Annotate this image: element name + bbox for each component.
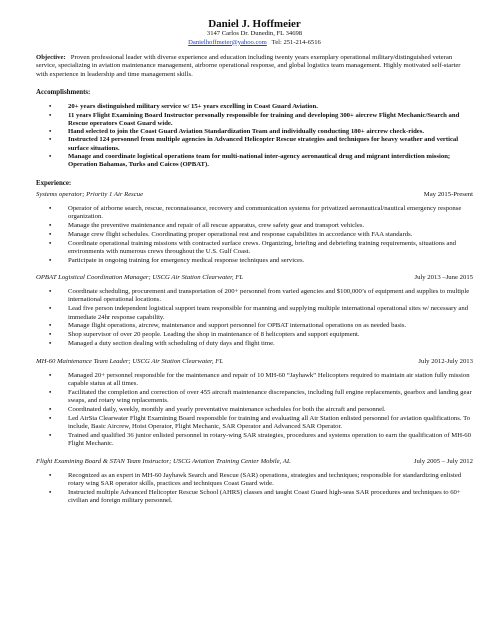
duty-text: Manage flight operations, aircrew, maintenance and support personnel for OPBAT international operations on as needed basis. [68, 322, 407, 330]
list-item [36, 231, 473, 239]
accomplishments-list [36, 103, 473, 169]
bullet-icon: • [49, 239, 52, 247]
bullet-icon: • [49, 340, 52, 348]
duty-text: Coordinate operational training missions with contracted surface crews. Organizing, briefing and debriefing training requirements, situations and environments with numerous crews throughout the U.S. Gulf Coast. [68, 239, 457, 255]
duty-text: Coordinated daily, weekly, monthly and yearly preventative maintenance schedules for both the aircraft and personnel. [68, 405, 386, 413]
list-item [36, 288, 473, 305]
duty-text: Participate in ongoing training for emergency medical response techniques and services. [68, 256, 305, 264]
duty-text: Lead five person independent logistical support team responsible for manning and supplying multiple international operational sites w/ necessary and immediate 24hr response capability. [68, 305, 469, 321]
job-title: MH-60 Maintenance Team Leader; USCG Air Station Clearwater, FL [36, 357, 224, 365]
duty-text: Operator of airborne search, rescue, reconnaissance, recovery and communication systems for privatized aeronautical/nautical emergency response organization. [68, 204, 462, 220]
job-title: Flight Examining Board & STAN Team Instructor; USCG Aviation Training Center Mobile, AL [36, 457, 291, 465]
job-dates: May 2015-Present [423, 190, 473, 198]
bullet-icon: • [49, 488, 52, 496]
bullet-icon: • [49, 136, 52, 144]
duty-text: Managed a duty section dealing with scheduling of duty days and flight time. [68, 340, 275, 348]
bullet-icon: • [49, 111, 52, 119]
accomplishment-text: 20+ years distinguished military service w/ 15+ years excelling in Coast Guard Aviation. [68, 103, 318, 111]
list-item [36, 415, 473, 432]
list-item [36, 331, 473, 339]
bullet-icon: • [49, 204, 52, 212]
bullet-icon: • [49, 221, 52, 229]
phone: Tel: 251-214-6516 [271, 38, 321, 46]
list-item [36, 103, 473, 111]
duty-text: Coordinate scheduling, procurement and transportation of 200+ personnel from varied agencies and $100,000’s of equipment and supplies to multiple international operational locations. [68, 288, 470, 304]
duty-text: Recognized as an expert in MH-60 Jayhawk Search and Rescue (SAR) operations, strategies and techniques; responsible for standardizing enlisted rotary wing SAR operator skills, practices and techniques Coast Guard wide. [68, 471, 462, 487]
duty-text: Shop supervisor of over 20 people. Leading the shop in maintenance of 8 helicopters and support equipment. [68, 331, 360, 339]
bullet-icon: • [49, 103, 52, 111]
duty-list [36, 205, 473, 265]
bullet-icon: • [49, 371, 52, 379]
bullet-icon: • [49, 331, 52, 339]
accomplishment-text: Hand selected to join the Coast Guard Aviation Standardization Team and individually conducting 180+ aircrew check-rides. [68, 128, 425, 136]
bullet-icon: • [49, 256, 52, 264]
list-item [36, 305, 473, 322]
accomplishments-title: Accomplishments: [36, 89, 91, 97]
duty-text: Managed 20+ personnel responsible for the maintenance and repair of 10 MH-60 “Jayhawk” Helicopters required to maintain air station fully mission capable status at all times. [68, 371, 470, 387]
list-item [36, 489, 473, 506]
bullet-icon: • [49, 471, 52, 479]
job-dates: July 2013 –June 2015 [414, 274, 473, 282]
duty-text: Led AirSta Clearwater Flight Examining Board responsible for training and evaluating all Air Station enlisted personnel for aviation qualifications. To include, Basic Aircrew, Hoist Operator, Flight Mechanic, SAR Operator and Advanced SAR Operator. [68, 414, 471, 431]
duty-list [36, 472, 473, 506]
bullet-icon: • [49, 322, 52, 330]
job-header [36, 357, 473, 366]
list-item [36, 153, 473, 170]
resume-header [36, 0, 473, 47]
bullet-icon: • [49, 230, 52, 238]
list-item [36, 222, 473, 230]
objective-label: Objective: [36, 54, 66, 61]
bullet-icon: • [49, 405, 52, 413]
accomplishment-text: Manage and coordinate logistical operations team for multi-national inter-agency aeronautical drug and migrant interdiction mission; Operation Bahamas, Turks and Caicos (OPBAT). [68, 153, 451, 169]
bullet-icon: • [49, 388, 52, 396]
duty-text: Manage the preventive maintenance and repair of all rescue apparatus, crew safety gear and transport vehicles. [68, 221, 365, 229]
list-item [36, 205, 473, 222]
bullet-icon: • [49, 431, 52, 439]
job-header [36, 273, 473, 282]
list-item [36, 112, 473, 129]
bullet-icon: • [49, 305, 52, 313]
list-item [36, 372, 473, 389]
list-item [36, 136, 473, 153]
duty-text: Trained and qualified 36 junior enlisted personnel in rotary-wing SAR strategies, procedures and systems operation to earn the qualification of MH-60 Flight Mechanic. [68, 431, 471, 448]
list-item [36, 406, 473, 414]
job-header [36, 190, 473, 199]
job-title: Systems operator; Priority 1 Air Rescue [36, 190, 144, 198]
accomplishment-text: Instructed 124 personnel from multiple agencies in Advanced Helicopter Rescue strategies and techniques for heavy weather and vertical surface situations. [68, 136, 459, 152]
applicant-name: Daniel J. Hoffmeier [208, 18, 301, 30]
duty-text: Instructed multiple Advanced Helicopter Rescue School (AHRS) classes and taught Coast Guard high-seas SAR procedures and techniques to 60+ civilian and foreign military personnel. [68, 488, 461, 505]
list-item [36, 257, 473, 265]
list-item [36, 240, 473, 257]
job-dates: July 2005 – July 2012 [413, 457, 473, 465]
list-item [36, 322, 473, 330]
job-title: OPBAT Logistical Coordination Manager; USCG Air Station Clearwater, FL [36, 274, 244, 282]
bullet-icon: • [49, 153, 52, 160]
objective-text: Proven professional leader with diverse experience and education including twenty years exemplary operational military/distinguished veteran service, specializing in aviation maintenance management, airborne operational response, and global logistics team management. Highly motivated self-starter with experience in leadership and time management skills. [36, 54, 461, 78]
bullet-icon: • [49, 414, 52, 422]
experience-title: Experience: [36, 179, 72, 187]
duty-list [36, 288, 473, 348]
job-dates: July 2012-July 2013 [418, 357, 473, 365]
list-item [36, 472, 473, 489]
list-item [36, 432, 473, 449]
job-header [36, 457, 473, 466]
email-link[interactable]: Danielhoffmeier@yahoo.com [188, 38, 267, 46]
list-item [36, 128, 473, 136]
bullet-icon: • [49, 128, 52, 136]
duty-list [36, 372, 473, 449]
bullet-icon: • [49, 288, 52, 296]
contact-line [36, 39, 473, 48]
objective-section [36, 54, 473, 79]
address: 3147 Carlos Dr. Dunedin, FL 34698 [206, 30, 303, 37]
duty-text: Manage crew flight schedules. Coordinating proper operational rest and response capabilities in accordance with FAA standards. [68, 230, 413, 238]
list-item [36, 389, 473, 406]
list-item [36, 340, 473, 348]
duty-text: Facilitated the completion and correction of over 455 aircraft maintenance discrepancies, including full engine replacements, gearbox and landing gear swaps, and rotary wing replacements. [68, 388, 472, 404]
accomplishment-text: 11 years Flight Examining Board Instructor personally responsible for training and developing 300+ aircrew Flight Mechanic/Search and Rescue operators Coast Guard wide. [68, 111, 460, 127]
